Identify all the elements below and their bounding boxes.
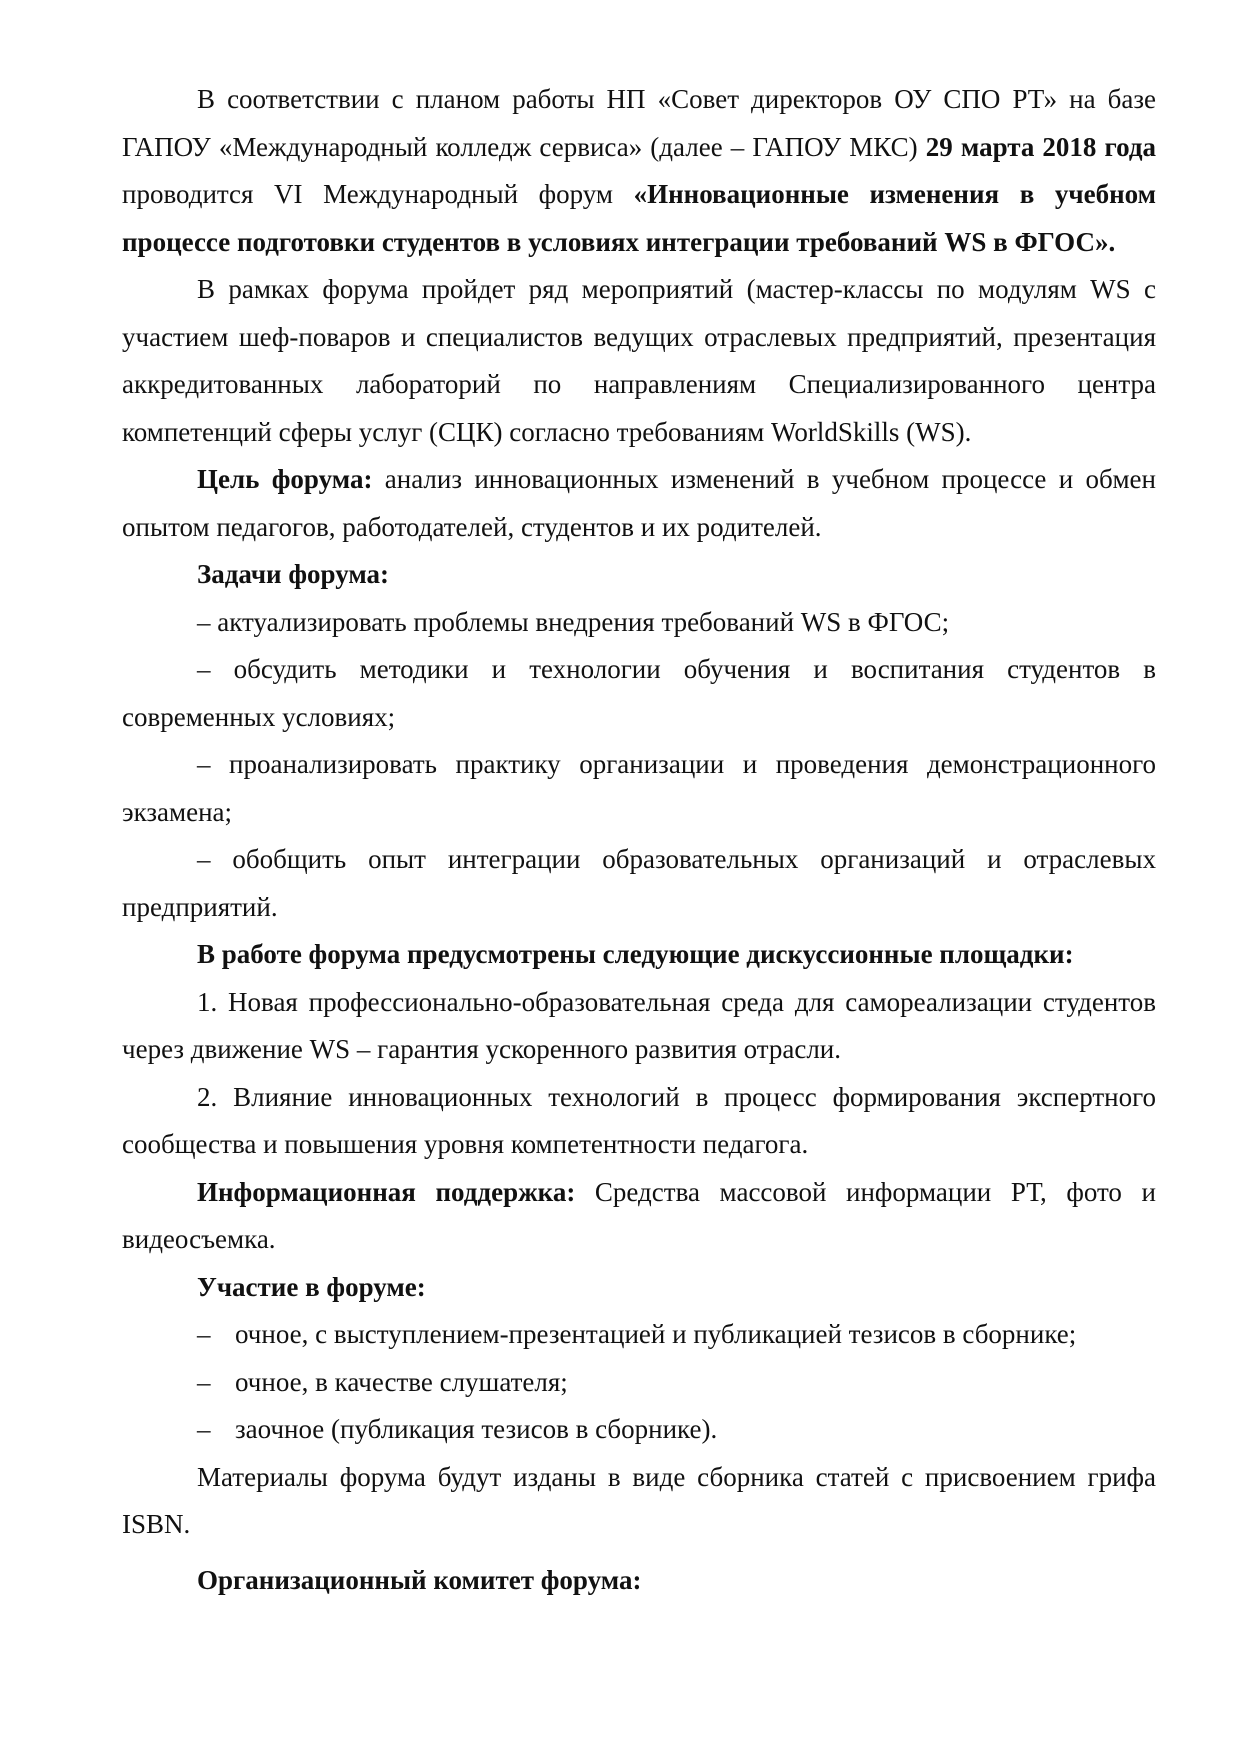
participation-heading: Участие в форуме: <box>197 1271 426 1302</box>
task-item: – проанализировать практику организации и проведения демонстрационного экзамена; <box>122 749 1156 827</box>
goal-paragraph <box>122 456 1156 551</box>
intro-text-1: В соответствии с планом работы НП «Совет директоров ОУ СПО РТ» на базе ГАПОУ «Международный колледж сервиса» (далее – ГАПОУ МКС) <box>122 84 1156 162</box>
goal-text: анализ инновационных изменений в учебном процессе и обмен опытом педагогов, работодателей, студентов и их родителей. <box>122 464 1156 542</box>
intro-paragraph <box>122 76 1156 266</box>
events-paragraph: В рамках форума пройдет ряд мероприятий (мастер-классы по модулям WS с участием шеф-поваров и специалистов ведущих отраслевых предприятий, презентация аккредитованных лабораторий по направлениям Специализированного центра компетенций сферы услуг (СЦК) согласно требованиям WorldSkills (WS). <box>122 274 1156 447</box>
task-item: – обсудить методики и технологии обучения и воспитания студентов в современных условиях; <box>122 654 1156 732</box>
goal-label: Цель форума: <box>197 464 373 494</box>
participation-item <box>122 1406 1156 1454</box>
info-support-label: Информационная поддержка: <box>197 1176 576 1207</box>
dash-marker: – <box>197 1366 211 1397</box>
participation-item <box>122 1311 1156 1359</box>
document-page <box>122 76 1156 1604</box>
dash-marker: – <box>197 1414 211 1444</box>
forum-date: 29 марта 2018 года <box>925 131 1157 162</box>
platforms-heading: В работе форума предусмотрены следующие дискуссионные площадки: <box>197 939 1074 969</box>
info-support-text: Средства массовой информации РТ, фото и видеосъемка. <box>122 1176 1156 1254</box>
participation-item-text: заочное (публикация тезисов в сборнике). <box>235 1414 718 1444</box>
dash-marker: – <box>197 1319 211 1349</box>
info-support-paragraph <box>122 1169 1156 1264</box>
participation-item-text: очное, в качестве слушателя; <box>235 1366 568 1397</box>
task-item: – обобщить опыт интеграции образовательных организаций и отраслевых предприятий. <box>122 844 1156 922</box>
forum-title: «Инновационные изменения в учебном процессе подготовки студентов в условиях интеграции требований WS в ФГОС». <box>122 179 1156 257</box>
platform-item: 1. Новая профессионально-образовательная среда для самореализации студентов через движение WS – гарантия ускоренного развития отрасли. <box>122 986 1156 1064</box>
tasks-heading: Задачи форума: <box>197 559 390 589</box>
committee-heading: Организационный комитет форума: <box>197 1564 642 1595</box>
participation-item <box>122 1359 1156 1407</box>
task-item: – актуализировать проблемы внедрения требований WS в ФГОС; <box>197 606 950 637</box>
participation-item-text: очное, с выступлением-презентацией и публикацией тезисов в сборнике; <box>235 1319 1077 1349</box>
intro-text-2: проводится VI Международный форум <box>122 179 634 209</box>
platform-item: 2. Влияние инновационных технологий в процесс формирования экспертного сообщества и повышения уровня компетентности педагога. <box>122 1081 1156 1159</box>
materials-paragraph: Материалы форума будут изданы в виде сборника статей с присвоением грифа ISBN. <box>122 1461 1156 1539</box>
